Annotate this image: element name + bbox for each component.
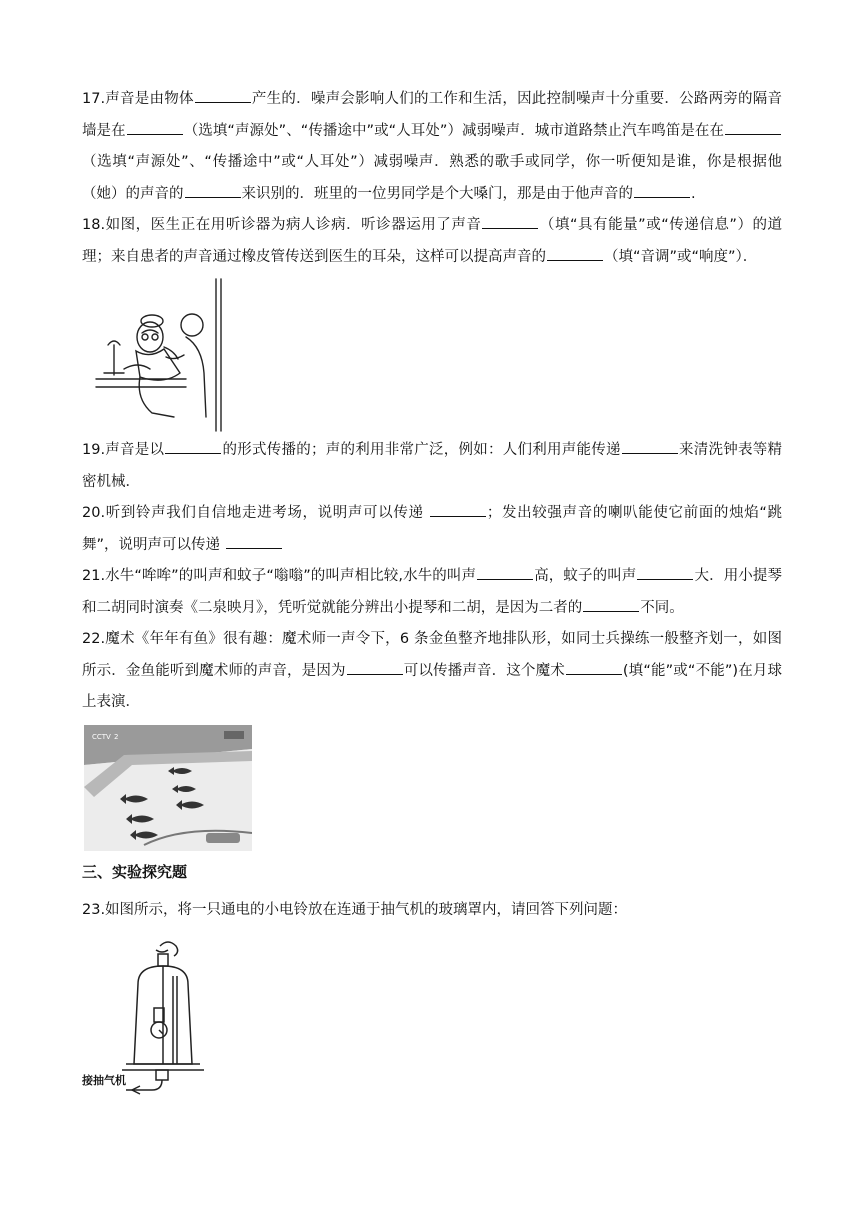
answer-blank[interactable]: [583, 597, 639, 612]
answer-blank[interactable]: [622, 439, 678, 454]
q21-text: 不同。: [640, 599, 684, 616]
q22-text: 22.魔术《年年有鱼》很有趣：魔术师一声令下，6 条金鱼整齐地排队形，如同士兵操练一般整齐划一，如图所示．金鱼能听到魔术师的声音，是因为: [82, 631, 782, 679]
question-17: [82, 84, 782, 210]
answer-blank[interactable]: [637, 565, 693, 580]
q17-text: 产生的．噪声会影响人们的工作和生活，因此控制噪声十分重要．公路两旁的隔音墙是在: [82, 91, 783, 139]
answer-blank[interactable]: [725, 120, 781, 135]
question-23: 23.如图所示，将一只通电的小电铃放在连通于抽气机的玻璃罩内，请回答下列问题：: [82, 901, 628, 918]
q17-text: 来识别的．班里的一位男同学是个大嗓门，那是由于他声音的: [241, 185, 633, 202]
q22-text: 可以传播声音．这个魔术: [403, 662, 565, 679]
q17-text: （选填“声源处”、“传播途中”或“人耳处”）减弱噪声．熟悉的歌手或同学，你一听便知是谁，你是根据他（她）的声音的: [82, 154, 782, 202]
answer-blank[interactable]: [634, 183, 690, 198]
answer-blank[interactable]: [477, 565, 533, 580]
q19-text: 19.声音是以: [82, 442, 165, 458]
q19-text: 来清洗钟表等精密机械．: [82, 442, 783, 490]
q22-text: (填“能”或“不能”)在月球上表演．: [82, 662, 782, 710]
answer-blank[interactable]: [347, 660, 403, 675]
goldfish-magic-photo: [84, 725, 252, 851]
answer-blank[interactable]: [165, 439, 221, 454]
q19-text: 的形式传播的；声的利用非常广泛，例如：人们利用声能传递: [222, 442, 621, 458]
question-20: [82, 498, 782, 561]
q18-text: （填“音调”或“响度”）．: [604, 248, 758, 265]
answer-blank[interactable]: [195, 88, 251, 103]
question-18: [82, 210, 782, 273]
answer-blank[interactable]: [566, 660, 622, 675]
question-19: [82, 435, 782, 498]
q21-text: 21.水牛“哞哞”的叫声和蚊子“嗡嗡”的叫声相比较,水牛的叫声: [82, 568, 477, 584]
q20-text: 20.听到铃声我们自信地走进考场，说明声可以传递: [82, 505, 429, 521]
q18-text: （填“具有能量”或“传递信息”）的道理；来自患者的声音通过橡皮管传送到医生的耳朵，这样可以提高声音的: [82, 217, 783, 265]
tv-channel: 2: [114, 732, 119, 741]
answer-blank[interactable]: [430, 502, 486, 517]
q17-text: （选填“声源处”、“传播途中”或“人耳处”）减弱噪声．城市道路禁止汽车鸣笛是在在: [183, 122, 724, 139]
q21-text: 大．用小提琴和二胡同时演奏《二泉映月》，凭听觉就能分辨出小提琴和二胡，是因为二者的: [82, 568, 783, 616]
answer-blank[interactable]: [482, 214, 538, 229]
doctor-stethoscope-illustration: [94, 277, 226, 433]
q17-text: 17.声音是由物体: [82, 91, 194, 107]
q17-text: .: [691, 185, 696, 202]
answer-blank[interactable]: [547, 246, 603, 261]
question-22: [82, 624, 782, 719]
tv-logo: CCTV: [92, 732, 111, 741]
q21-text: 高，蚊子的叫声: [534, 568, 637, 584]
q20-text: ；发出较强声音的喇叭能使它前面的烛焰“跳舞”，说明声可以传递: [82, 505, 782, 553]
answer-blank[interactable]: [226, 534, 282, 549]
question-21: [82, 561, 782, 624]
section-heading: 三、实验探究题: [82, 862, 188, 881]
answer-blank[interactable]: [127, 120, 183, 135]
answer-blank[interactable]: [185, 183, 241, 198]
exam-page: [82, 84, 782, 1096]
q18-text: 18.如图，医生正在用听诊器为病人诊病．听诊器运用了声音: [82, 217, 482, 233]
pump-label: 接抽气机: [82, 1074, 126, 1087]
bell-jar-apparatus: [82, 936, 222, 1096]
